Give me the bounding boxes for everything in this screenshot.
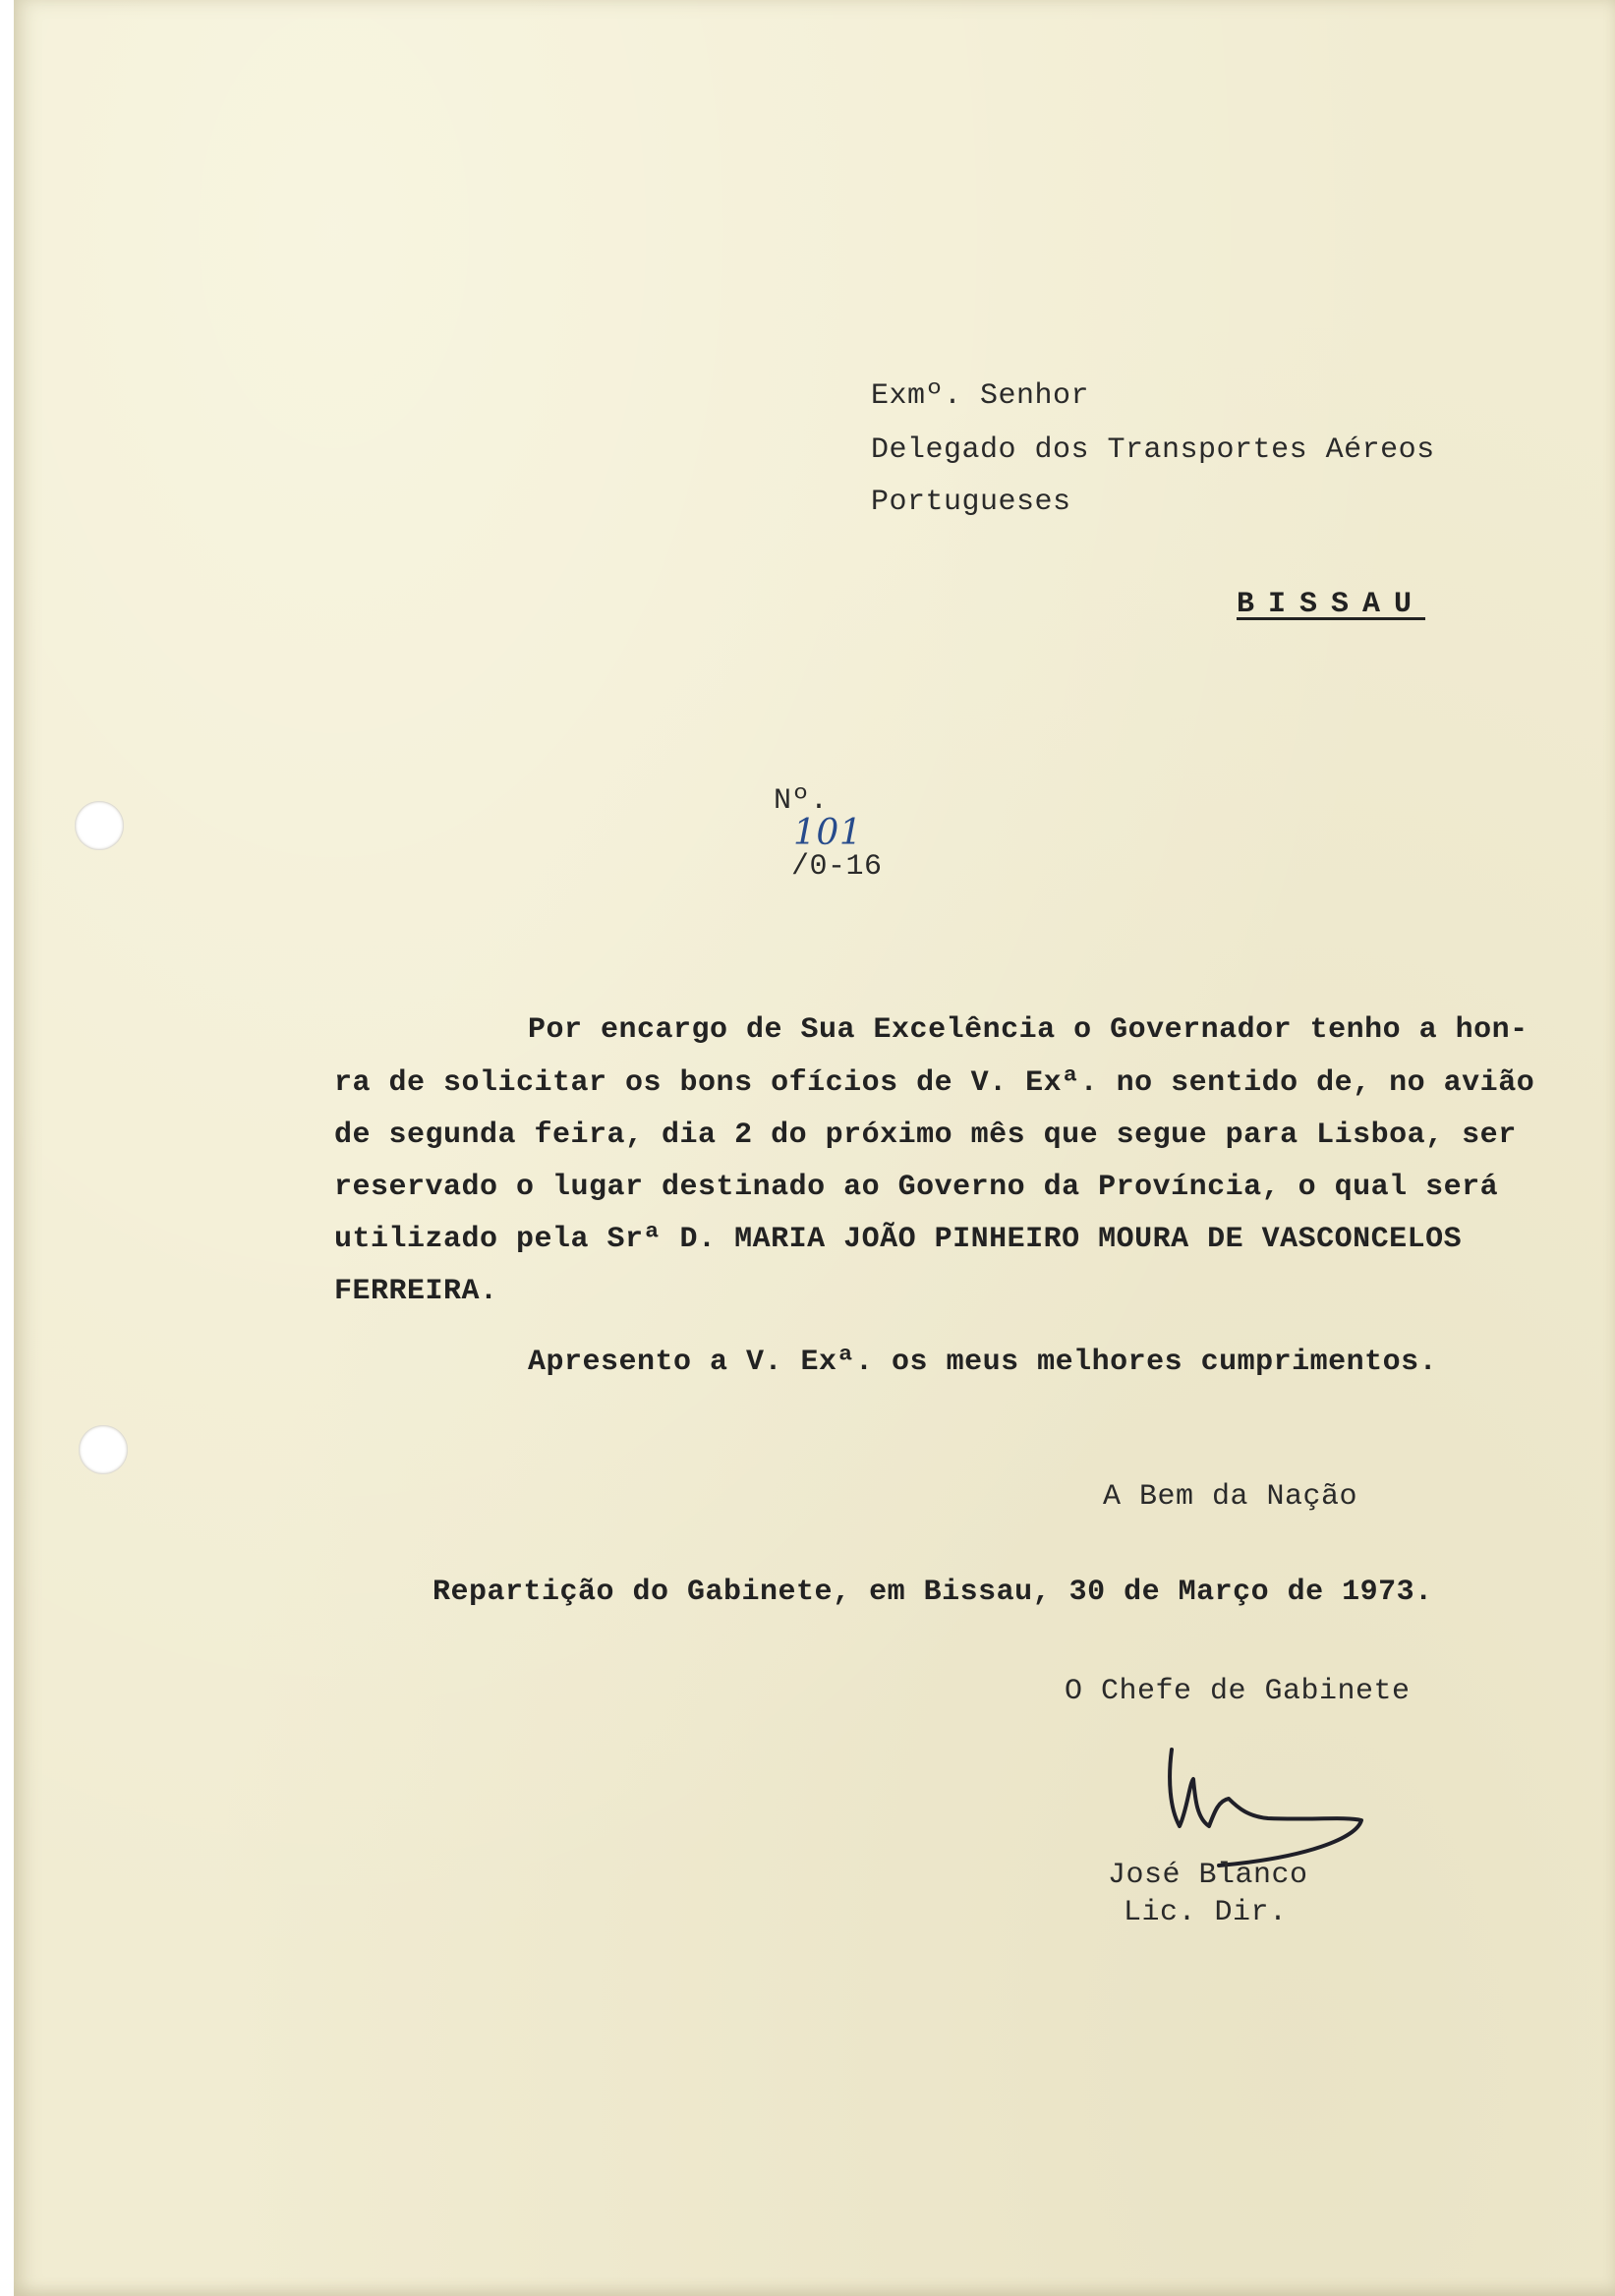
salutation: Exmº. Senhor bbox=[871, 379, 1090, 413]
signatory-title: O Chefe de Gabinete bbox=[1065, 1675, 1411, 1708]
motto: A Bem da Nação bbox=[1103, 1480, 1358, 1514]
signatory-name: José Blanco bbox=[1108, 1859, 1308, 1892]
body-line-6: FERREIRA. bbox=[334, 1275, 498, 1308]
signatory-role: Lic. Dir. bbox=[1124, 1896, 1288, 1929]
punch-hole-bottom bbox=[79, 1425, 128, 1474]
punch-hole-top bbox=[75, 801, 124, 850]
reference-handwritten-number: 101 bbox=[793, 813, 863, 853]
body-line-4: reservado o lugar destinado ao Governo da Província, o qual será bbox=[334, 1171, 1499, 1204]
closing-line: Apresento a V. Exª. os meus melhores cumprimentos. bbox=[528, 1346, 1438, 1379]
handwritten-signature bbox=[1160, 1740, 1396, 1867]
addressee-line-1: Delegado dos Transportes Aéreos bbox=[871, 433, 1435, 467]
reference-suffix: /0-16 bbox=[791, 850, 883, 884]
body-line-1: Por encargo de Sua Excelência o Governador tenho a hon- bbox=[528, 1013, 1528, 1047]
reference-number bbox=[737, 757, 883, 882]
body-line-2: ra de solicitar os bons ofícios de V. Exª. no sentido de, no avião bbox=[334, 1066, 1535, 1100]
addressee-city: BISSAU bbox=[1237, 588, 1426, 621]
body-line-5: utilizado pela Srª D. MARIA JOÃO PINHEIRO MOURA DE VASCONCELOS bbox=[334, 1223, 1463, 1256]
place-date: Repartição do Gabinete, em Bissau, 30 de Março de 1973. bbox=[433, 1576, 1433, 1609]
addressee-line-2: Portugueses bbox=[871, 486, 1071, 519]
reference-prefix: Nº. bbox=[774, 784, 829, 818]
body-line-3: de segunda feira, dia 2 do próximo mês que segue para Lisboa, ser bbox=[334, 1119, 1517, 1152]
